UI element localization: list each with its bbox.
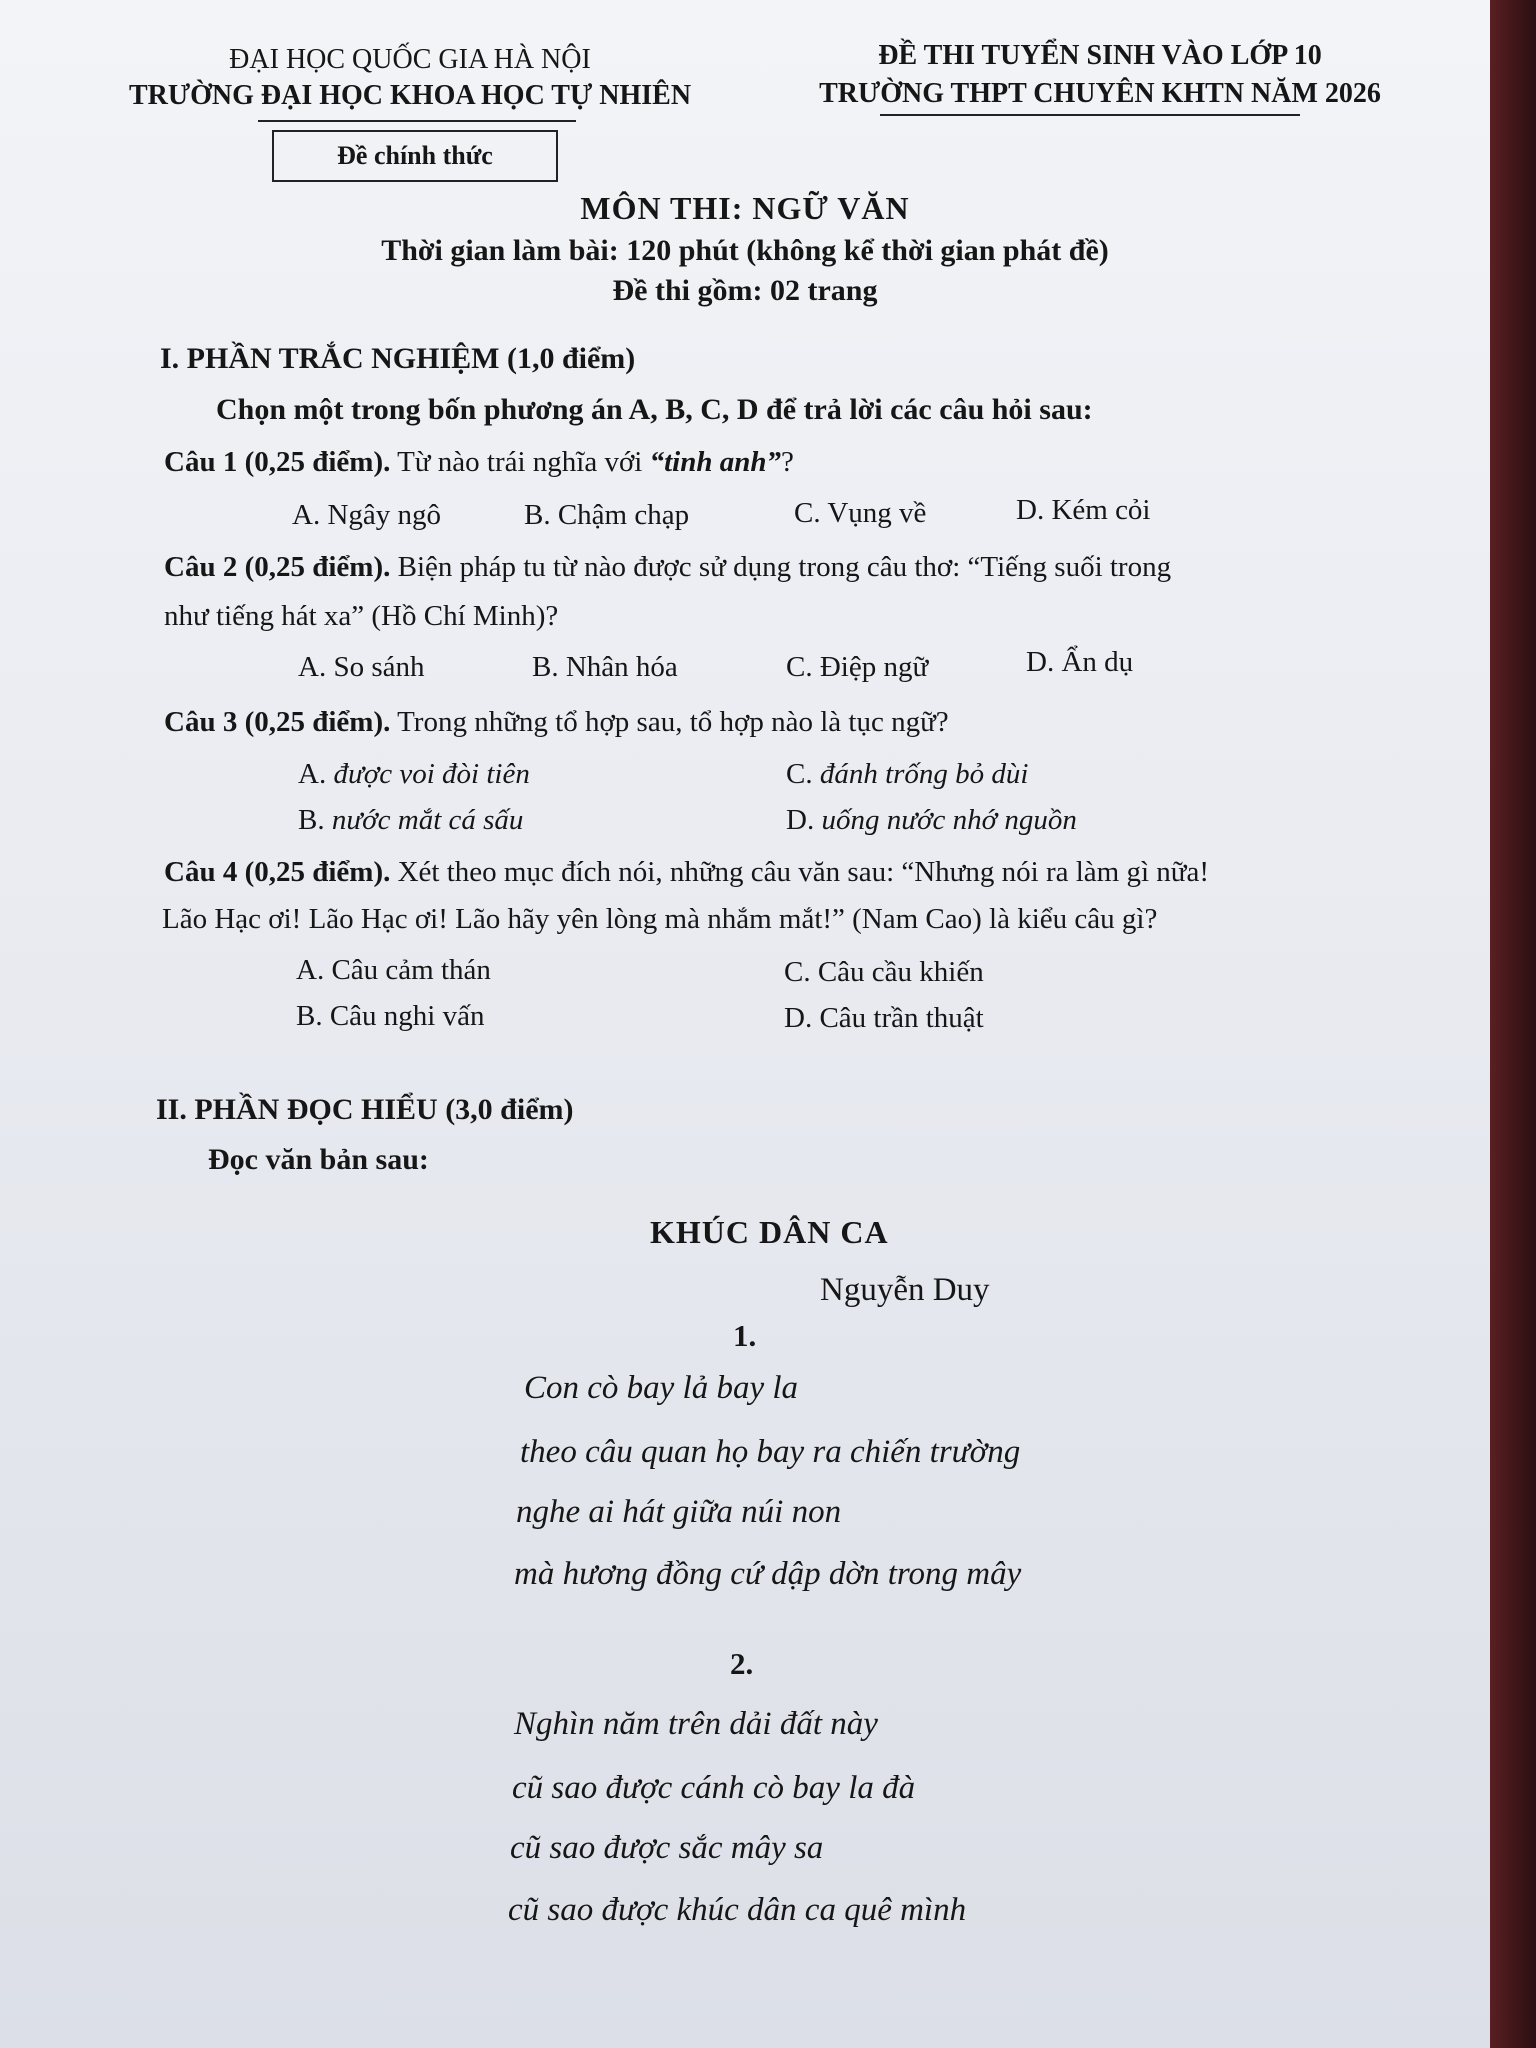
poem-line: Nghìn năm trên dải đất này [514,1706,878,1742]
question-text: Xét theo mục đích nói, những câu văn sau: “Nhưng nói ra làm gì nữa! [390,856,1210,888]
question-text-end: ? [781,446,794,478]
subject-title: MÔN THI: NGỮ VĂN [580,190,910,226]
school-year: TRƯỜNG THPT CHUYÊN KHTN NĂM 2026 [819,78,1381,109]
part2-instruction: Đọc văn bản sau: [208,1143,429,1176]
q1-option-a: A. Ngây ngô [292,499,442,531]
question-label: Câu 2 (0,25 điểm). [164,551,391,583]
question-term: “tinh anh” [649,446,781,478]
poem-line: cũ sao được cánh cò bay la đà [512,1770,916,1806]
option-text: nước mắt cá sấu [331,804,524,836]
question-label: Câu 3 (0,25 điểm). [164,706,391,738]
part1-instruction: Chọn một trong bốn phương án A, B, C, D để trả lời các câu hỏi sau: [216,393,1093,426]
poem-line: cũ sao được khúc dân ca quê mình [508,1892,967,1928]
option-letter: D. [786,804,822,836]
background-edge [1490,0,1536,2048]
poem-line: Con cò bay lả bay la [524,1370,799,1406]
q4-option-a: A. Câu cảm thán [296,954,491,986]
question-2 [164,551,1171,584]
q1-option-b: B. Chậm chạp [524,499,690,531]
poem-line: cũ sao được sắc mây sa [510,1830,824,1866]
q3-option-c [786,758,1029,791]
question-1 [164,446,794,479]
q4-option-d: D. Câu trần thuật [784,1002,984,1034]
faculty-name: TRƯỜNG ĐẠI HỌC KHOA HỌC TỰ NHIÊN [128,80,692,111]
q3-option-a [298,758,530,791]
q2-option-a: A. So sánh [298,651,425,683]
poem-author: Nguyễn Duy [820,1272,990,1308]
header-right-underline [880,114,1300,116]
q2-option-b: B. Nhân hóa [532,651,678,683]
header-left-underline [258,120,576,122]
question-2-line-2: như tiếng hát xa” (Hồ Chí Minh)? [164,600,559,632]
q3-option-b [298,804,523,837]
q3-option-d [786,804,1077,837]
q1-option-d: D. Kém cỏi [1016,494,1151,526]
question-4 [164,856,1209,889]
poem-line: nghe ai hát giữa núi non [516,1494,842,1530]
q4-option-c: C. Câu cầu khiến [784,956,984,988]
option-text: uống nước nhớ nguồn [821,804,1077,836]
official-label: Đề chính thức [272,130,558,182]
question-label: Câu 1 (0,25 điểm). [164,446,391,478]
poem-line: mà hương đồng cứ dập dờn trong mây [514,1556,1022,1592]
question-label: Câu 4 (0,25 điểm). [164,856,391,888]
exam-duration: Thời gian làm bài: 120 phút (không kể thời gian phát đề) [381,234,1109,267]
option-letter: B. [298,804,332,836]
question-3 [164,706,949,739]
question-text: Biện pháp tu từ nào được sử dụng trong câu thơ: “Tiếng suối trong [390,551,1172,583]
part2-heading: II. PHẦN ĐỌC HIỂU (3,0 điểm) [156,1093,574,1126]
stanza-number: 2. [730,1646,754,1681]
q4-option-b: B. Câu nghi vấn [296,1000,485,1032]
page-count: Đề thi gồm: 02 trang [612,274,878,307]
university-name: ĐẠI HỌC QUỐC GIA HÀ NỘI [229,44,591,75]
option-text: được voi đòi tiên [333,758,530,790]
question-4-line-2: Lão Hạc ơi! Lão Hạc ơi! Lão hãy yên lòng mà nhắm mắt!” (Nam Cao) là kiểu câu gì? [162,903,1158,935]
question-text: Trong những tổ hợp sau, tổ hợp nào là tục ngữ? [390,706,949,738]
q2-option-c: C. Điệp ngữ [786,651,929,683]
exam-title: ĐỀ THI TUYỂN SINH VÀO LỚP 10 [878,40,1322,71]
part1-heading: I. PHẦN TRẮC NGHIỆM (1,0 điểm) [160,342,636,375]
q2-option-d: D. Ẩn dụ [1026,646,1134,678]
q1-option-c: C. Vụng về [794,497,927,529]
option-text: đánh trống bỏ dùi [819,758,1029,790]
stanza-number: 1. [733,1318,757,1353]
poem-line: theo câu quan họ bay ra chiến trường [520,1434,1021,1470]
question-text: Từ nào trái nghĩa với [390,446,650,478]
option-letter: A. [298,758,334,790]
poem-title: KHÚC DÂN CA [650,1214,889,1250]
option-letter: C. [786,758,820,790]
